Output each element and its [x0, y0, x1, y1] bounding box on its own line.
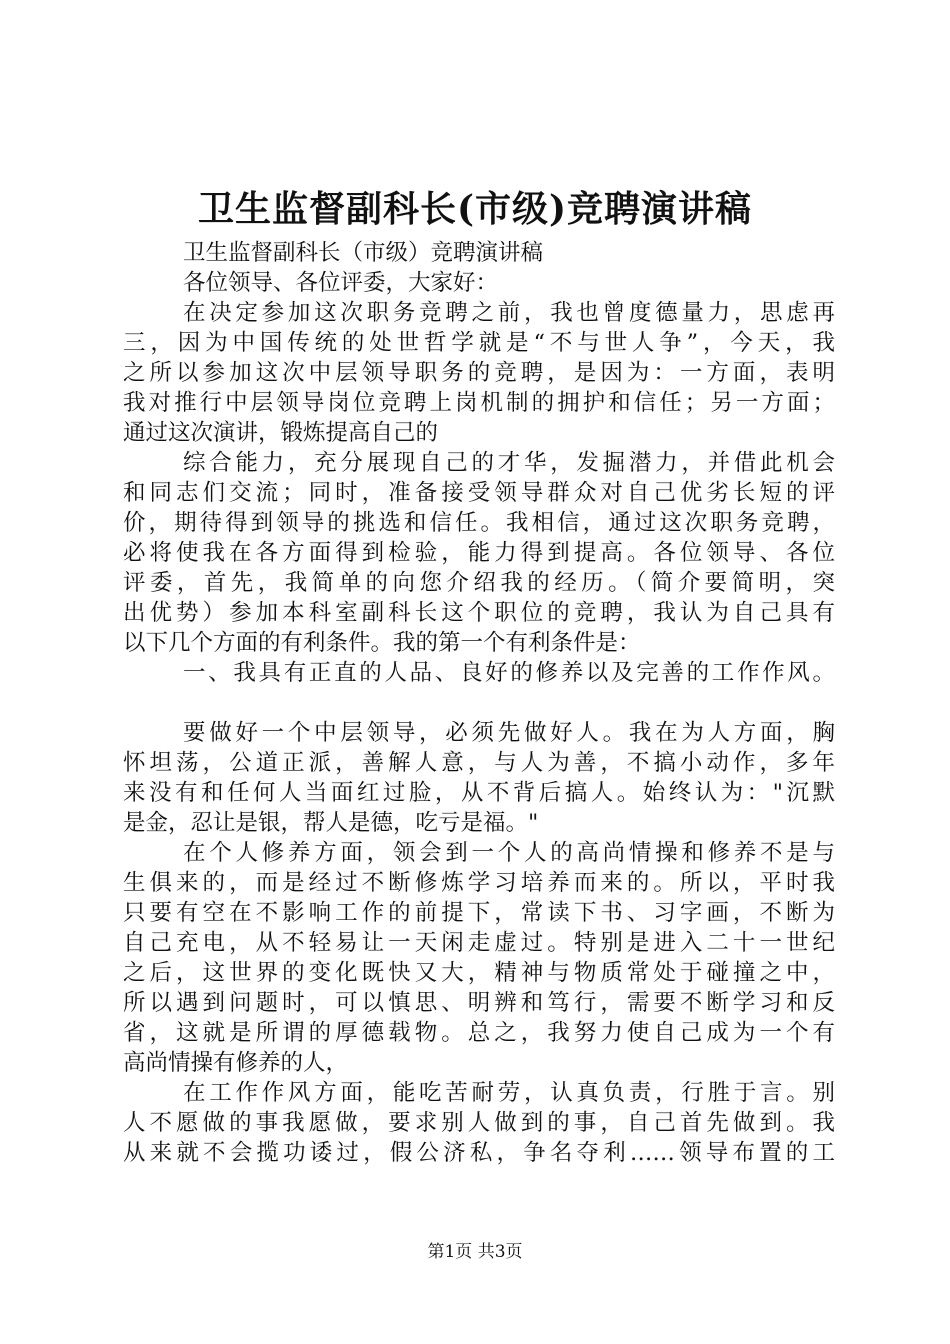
- body-line: 生俱来的，而是经过不断修炼学习培养而来的。所以，平时我: [123, 870, 835, 896]
- body-line: 通过这次演讲，锻炼提高自己的: [123, 420, 439, 446]
- body-line: 出优势）参加本科室副科长这个职位的竞聘，我认为自己具有: [123, 600, 835, 626]
- body-line: 价，期待得到领导的挑选和信任。我相信，通过这次职务竞聘，: [123, 510, 835, 536]
- body-line: 之后，这世界的变化既快又大，精神与物质常处于碰撞之中，: [123, 960, 835, 986]
- body-line: 评委，首先，我简单的向您介绍我的经历。（简介要简明，突: [123, 570, 835, 596]
- body-line: 必将使我在各方面得到检验，能力得到提高。各位领导、各位: [123, 540, 835, 566]
- body-line: 要做好一个中层领导，必须先做好人。我在为人方面，胸: [183, 720, 835, 746]
- body-line: 之所以参加这次中层领导职务的竞聘，是因为：一方面，表明: [123, 360, 835, 386]
- body-line: 人不愿做的事我愿做，要求别人做到的事，自己首先做到。我: [123, 1110, 835, 1136]
- body-line: 怀坦荡，公道正派，善解人意，与人为善，不搞小动作，多年: [123, 750, 835, 776]
- body-line: 是金，忍让是银，帮人是德，吃亏是福。": [123, 810, 539, 836]
- body-line: 在工作作风方面，能吃苦耐劳，认真负责，行胜于言。别: [183, 1080, 835, 1106]
- body-line: 在决定参加这次职务竞聘之前，我也曾度德量力，思虑再: [183, 300, 835, 326]
- document-title: 卫生监督副科长(市级)竞聘演讲稿: [197, 188, 753, 230]
- document-body: [123, 238, 835, 1168]
- body-line: 一、我具有正直的人品、良好的修养以及完善的工作作风。: [183, 660, 835, 686]
- blank-line: [123, 688, 835, 718]
- body-line: 省，这就是所谓的厚德载物。总之，我努力使自己成为一个有: [123, 1020, 835, 1046]
- body-line: 各位领导、各位评委，大家好：: [183, 270, 499, 296]
- body-line: 三，因为中国传统的处世哲学就是“不与世人争”，今天，我: [123, 330, 835, 356]
- body-line: 我对推行中层领导岗位竞聘上岗机制的拥护和信任；另一方面；: [123, 390, 835, 416]
- body-line: 和同志们交流；同时，准备接受领导群众对自己优劣长短的评: [123, 480, 835, 506]
- body-line: 卫生监督副科长（市级）竞聘演讲稿: [183, 240, 544, 266]
- body-line: 只要有空在不影响工作的前提下，常读下书、习字画，不断为: [123, 900, 835, 926]
- body-line: 从来就不会揽功诿过，假公济私，争名夺利……领导布置的工: [123, 1140, 835, 1166]
- body-line: 高尚情操有修养的人，: [123, 1050, 349, 1076]
- body-line: 在个人修养方面，领会到一个人的高尚情操和修养不是与: [183, 840, 835, 866]
- page-footer: 第1页 共3页: [427, 1242, 523, 1262]
- body-line: 所以遇到问题时，可以慎思、明辨和笃行，需要不断学习和反: [123, 990, 835, 1016]
- body-line: 自己充电，从不轻易让一天闲走虚过。特别是进入二十一世纪: [123, 930, 835, 956]
- body-line: 来没有和任何人当面红过脸，从不背后搞人。始终认为："沉默: [123, 780, 835, 806]
- body-line: 综合能力，充分展现自己的才华，发掘潜力，并借此机会: [183, 450, 835, 476]
- body-line: 以下几个方面的有利条件。我的第一个有利条件是：: [123, 630, 641, 656]
